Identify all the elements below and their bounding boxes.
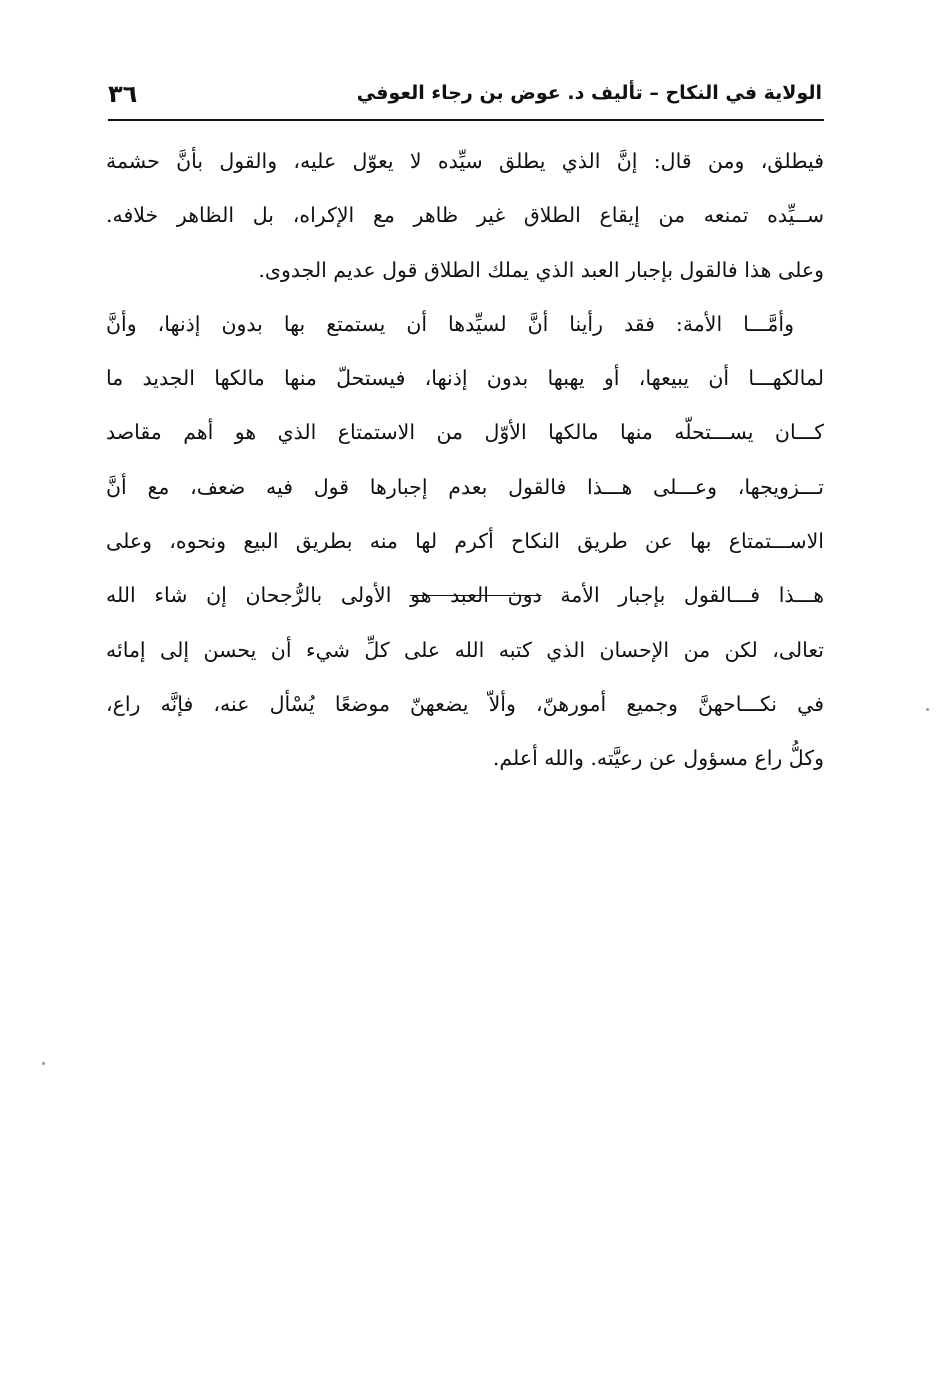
scan-speck [42,1062,45,1065]
page-number: ٣٦ [108,80,138,108]
struck-through-text: دون العبد هو [410,583,542,608]
body-line-8: الاســـتمتاع بها عن طريق النكاح أكرم لها منه بطريق البيع ونحوه، وعلى [106,529,824,554]
body-line-11: في نكـــاحهنَّ وجميع أمورهنّ، وألاّ يضعهنّ موضعًا يُسْأل عنه، فإنَّه راع، [106,691,824,716]
scan-speck [926,708,929,711]
body-line-10: تعالى، لكن من الإحسان الذي كتبه الله على كلِّ شيء أن يحسن إلى إمائه [106,637,824,662]
body-line-9-end: الأولى بالرُّجحان إن شاء الله [106,583,411,608]
header-rule [108,119,824,121]
body-line-9-start: هـــذا فـــالقول بإجبار الأمة [541,583,824,608]
header-title: الولاية في النكاح – تأليف د. عوض بن رجاء العوفي [356,82,822,104]
body-line-2: ســيِّده تمنعه من إيقاع الطلاق غير ظاهر مع الإكراه، بل الظاهر خلافه. [106,203,824,228]
body-line-12: وكلُّ راع مسؤول عن رعيَّته. والله أعلم. [492,746,824,771]
body-line-7: تـــزويجها، وعـــلى هـــذا فالقول بعدم إجبارها قول فيه ضعف، مع أنَّ [106,474,824,499]
body-line-4: وأمَّـــا الأمة: فقد رأينا أنَّ لسيِّدها أن يستمتع بها بدون إذنها، وأنَّ [106,311,794,336]
body-line-1: فيطلق، ومن قال: إنَّ الذي يطلق سيِّده لا يعوّل عليه، والقول بأنَّ حشمة [106,149,824,173]
body-line-5: لمالكهـــا أن يبيعها، أو يهبها بدون إذنها، فيستحلّ منها مالكها الجديد ما [106,366,824,391]
body-line-6: كـــان يســـتحلّه منها مالكها الأوّل من الاستمتاع الذي هو أهم مقاصد [106,420,824,445]
body-line-9 [106,568,824,622]
body-line-3: وعلى هذا فالقول بإجبار العبد الذي يملك الطلاق قول عديم الجدوى. [258,257,824,282]
running-header [108,78,822,120]
body-text [106,134,824,786]
